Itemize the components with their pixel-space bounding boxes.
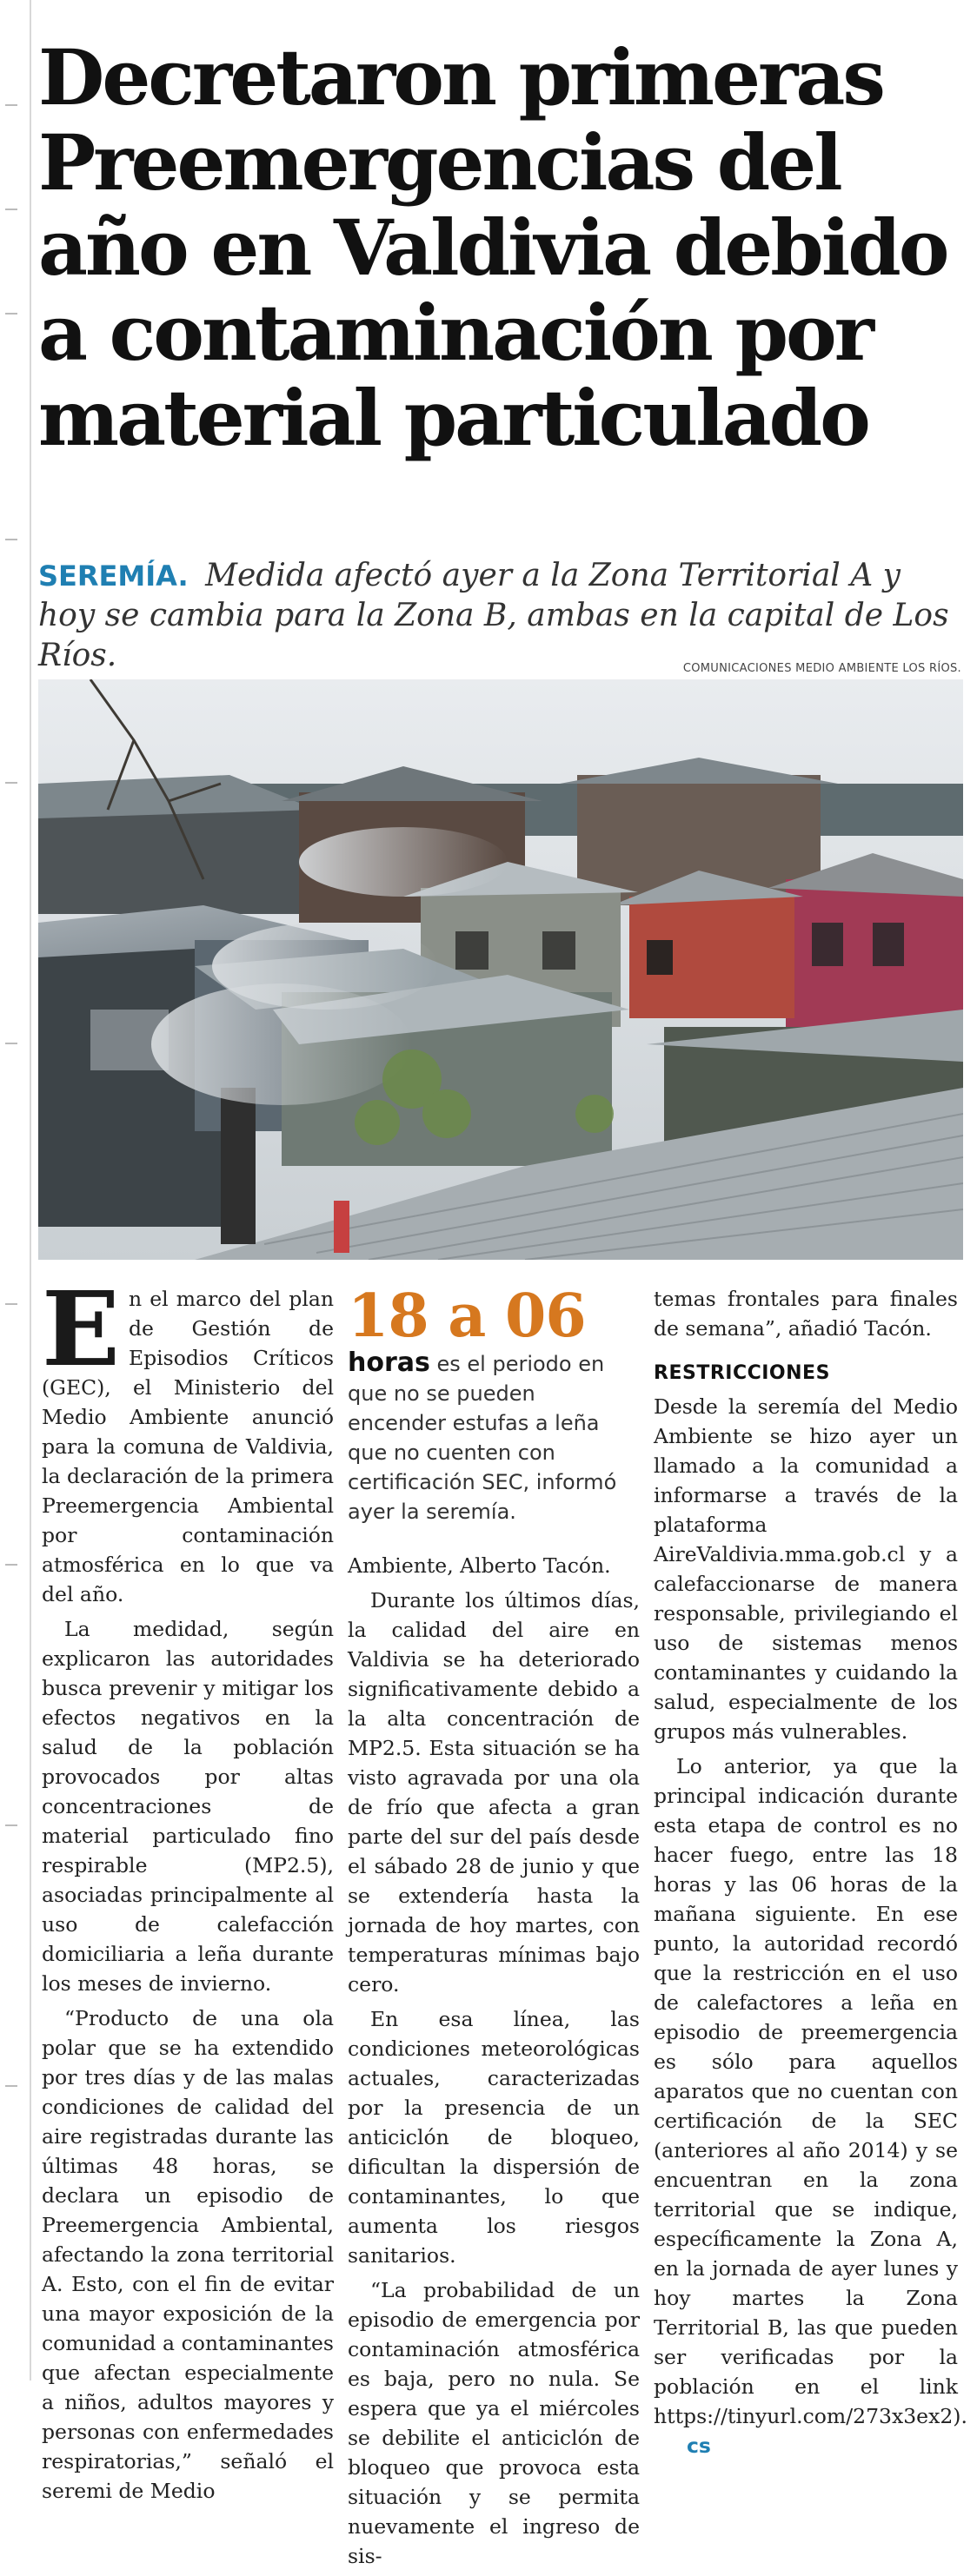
paragraph-6: En esa línea, las condiciones meteorológicas actuales, caracterizadas por la presencia de un anticiclón de bloqueo, dificultan la dispersión de contaminantes, lo que aumenta los riesgos sanitarios.	[348, 2007, 640, 2268]
paragraph-8: temas frontales para finales de semana”, añadió Tacón.	[654, 1287, 958, 1341]
article-column-2	[348, 1281, 640, 2576]
article-deck	[38, 556, 960, 676]
article-column-1	[42, 1268, 334, 2511]
article-headline: Decretaron primeras Preemergencias del año en Valdivia debido a contaminación por material particulado	[38, 32, 947, 463]
article-photo	[38, 679, 963, 1260]
paragraph-10: Lo anterior, ya que la principal indicación durante esta etapa de control es no hacer fuego, entre las 18 horas y las 06 horas de la mañana siguiente. En ese punto, la autoridad recordó que la restricción en el uso de calefactores a leña en episodio de preemergencia es sólo para aquellos aparatos que no cuentan con certificación de la SEC (anteriores al año 2014) y se encuentran en la zona territorial que se indique, específicamente la Zona A, en la jornada de ayer lunes y hoy martes la Zona Territorial B, las que pueden ser verificadas por la población en el link https://tinyurl.com/273x3ex2).cs	[654, 1752, 958, 2460]
deck-text: Medida afectó ayer a la Zona Territorial A y hoy se cambia para la Zona B, ambas en la capital de Los Ríos.	[38, 558, 949, 673]
paragraph-7: “La probabilidad de un episodio de emergencia por contaminación atmosférica es baja, pero no nula. Se espera que ya el miércoles se debilite el anticiclón de bloqueo que provoca esta situación y se permita nuevamente el ingreso de sis-	[348, 2278, 640, 2568]
pull-quote	[348, 1281, 640, 1526]
section-subhead: RESTRICCIONES	[654, 1362, 830, 1384]
article-column-3	[654, 1284, 967, 2466]
paragraph-9: Desde la seremía del Medio Ambiente se hizo ayer un llamado a la comunidad a informarse a través de la plataforma AireValdivia.mma.gob.cl y a calefaccionarse de manera responsable, privilegiando el uso de sistemas menos contaminantes y cuidando la salud, especialmente de los grupos más vulnerables.	[654, 1394, 958, 1744]
paragraph-2: La medidad, según explicaron las autoridades busca prevenir y mitigar los efectos negativos en la salud de la población provocados por altas concentraciones de material particulado fino respirable (MP2.5), asociadas principalmente al uso de calefacción domiciliaria a leña durante los meses de invierno.	[42, 1617, 334, 1996]
pull-quote-figure: 18 a 06	[348, 1281, 586, 1351]
drop-cap: E	[42, 1268, 120, 1389]
photo-credit: COMUNICACIONES MEDIO AMBIENTE LOS RÍOS.	[682, 662, 961, 675]
paragraph-4: Ambiente, Alberto Tacón.	[348, 1553, 611, 1578]
section-kicker: SEREMÍA.	[38, 560, 189, 593]
paragraph-1: En el marco del plan de Gestión de Episodios Críticos (GEC), el Ministerio del Medio Ambiente anunció para la comuna de Valdivia, la declaración de la primera Preemergencia Ambiental por contaminación atmosférica en lo que va del año.	[42, 1268, 334, 1606]
end-mark: cs	[687, 2434, 711, 2458]
paragraph-5: Durante los últimos días, la calidad del aire en Valdivia se ha deteriorado significativamente debido a la alta concentración de MP2.5. Esta situación se ha visto agravada por una ola de frío que afecta a gran parte del sur del país desde el sábado 28 de junio y que se extendería hasta la jornada de hoy martes, con temperaturas mínimas bajo cero.	[348, 1588, 640, 1997]
page-gutter-rule	[0, 0, 31, 2381]
pull-quote-text: horas es el periodo en que no se pueden encender estufas a leña que no cuenten con certificación SEC, informó ayer la seremía.	[348, 1348, 617, 1524]
paragraph-3: “Producto de una ola polar que se ha extendido por tres días y de las malas condiciones de calidad del aire registradas durante las últimas 48 horas, se declara un episodio de Preemergencia Ambiental, afectando la zona territorial A. Esto, con el fin de evitar una mayor exposición de la comunidad a contaminantes que afectan especialmente a niños, adultos mayores y personas con enfermedades respiratorias,” señaló el seremi de Medio	[42, 2006, 334, 2503]
